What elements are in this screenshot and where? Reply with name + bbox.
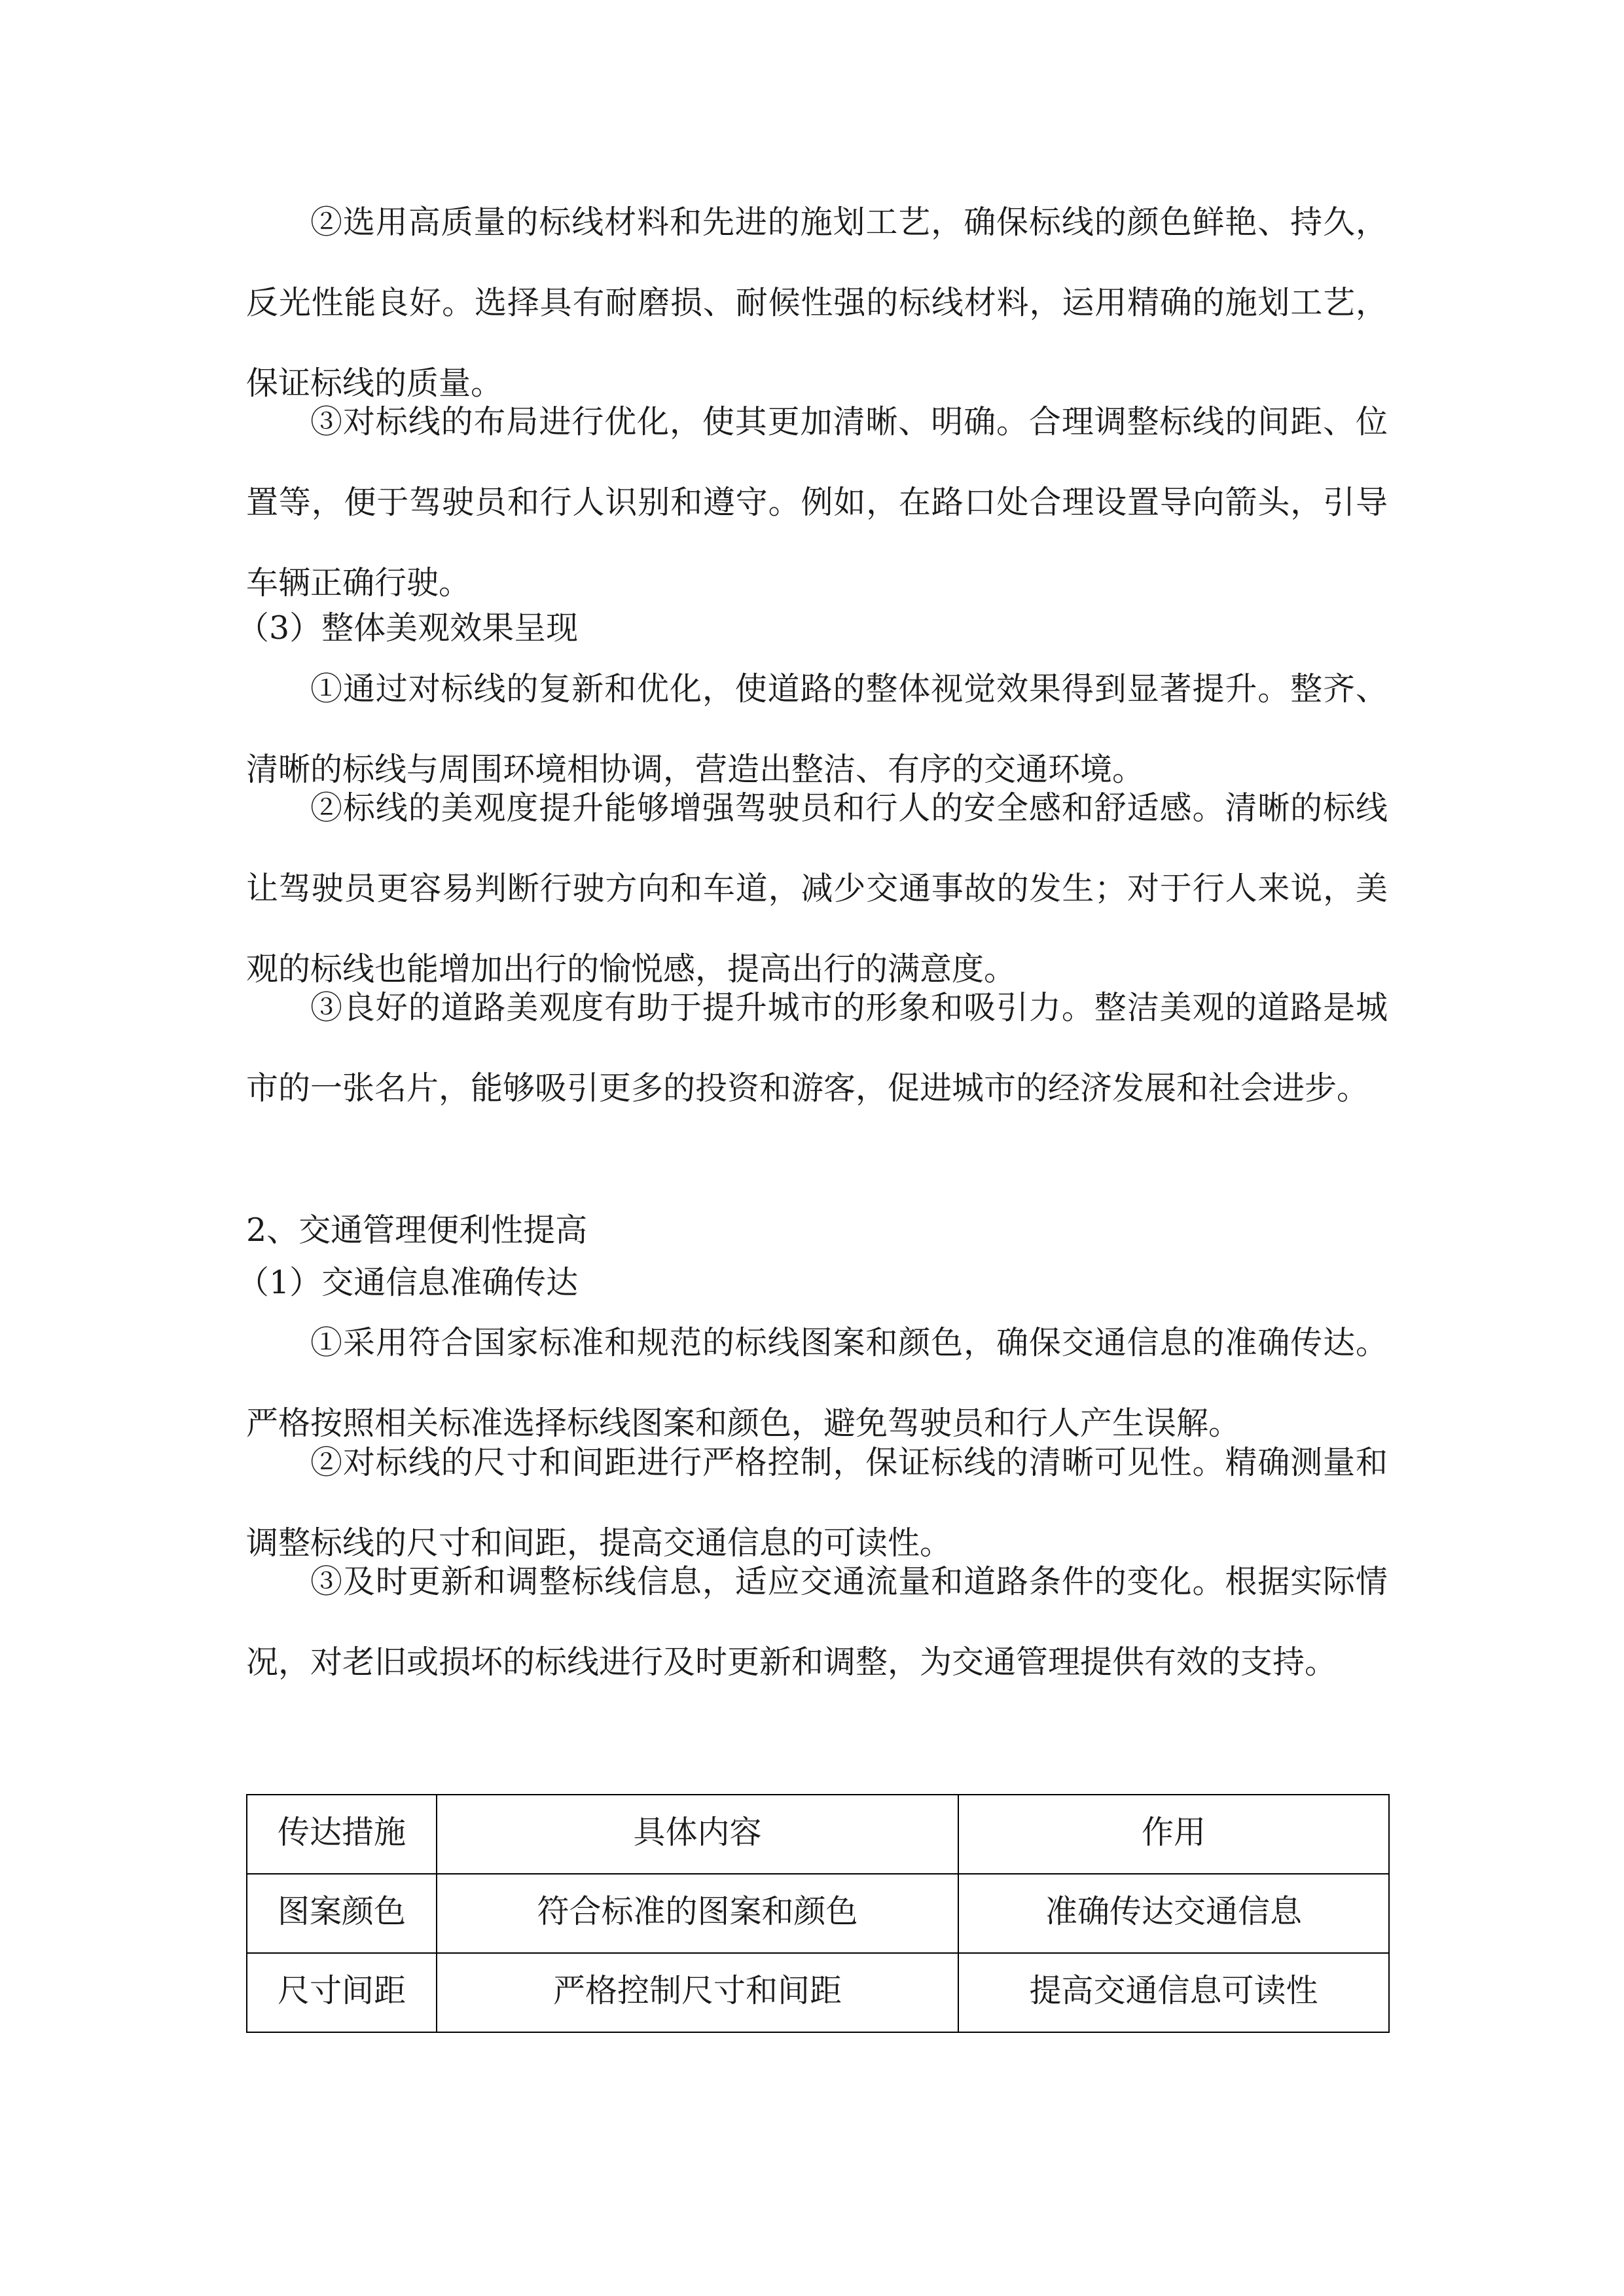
- paragraph: ②选用高质量的标线材料和先进的施划工艺，确保标线的颜色鲜艳、持久，反光性能良好。选择具有耐磨损、耐候性强的标线材料，运用精确的施划工艺，保证标线的质量。: [246, 204, 1388, 402]
- paragraph: ③对标线的布局进行优化，使其更加清晰、明确。合理调整标线的间距、位置等，便于驾驶员和行人识别和遵守。例如，在路口处合理设置导向箭头，引导车辆正确行驶。: [246, 403, 1388, 601]
- table-cell: 符合标准的图案和颜色: [437, 1874, 958, 1953]
- table-cell: 严格控制尺寸和间距: [437, 1953, 958, 2032]
- table-header-cell: 传达措施: [247, 1795, 437, 1874]
- table-header-cell: 作用: [958, 1795, 1389, 1874]
- paragraph: ②对标线的尺寸和间距进行严格控制，保证标线的清晰可见性。精确测量和调整标线的尺寸和间距，提高交通信息的可读性。: [246, 1444, 1388, 1562]
- measures-table: [246, 1794, 1390, 2033]
- section-heading: 2、交通管理便利性提高: [246, 1211, 588, 1249]
- table-cell: 尺寸间距: [247, 1953, 437, 2032]
- section-heading: （3）整体美观效果呈现: [237, 609, 579, 647]
- table-header-row: [247, 1795, 1389, 1874]
- table-row: [247, 1874, 1389, 1953]
- paragraph: ①采用符合国家标准和规范的标线图案和颜色，确保交通信息的准确传达。严格按照相关标准选择标线图案和颜色，避免驾驶员和行人产生误解。: [246, 1324, 1388, 1442]
- table-cell: 提高交通信息可读性: [958, 1953, 1389, 2032]
- table-cell: 图案颜色: [247, 1874, 437, 1953]
- paragraph: ③及时更新和调整标线信息，适应交通流量和道路条件的变化。根据实际情况，对老旧或损坏的标线进行及时更新和调整，为交通管理提供有效的支持。: [246, 1563, 1388, 1681]
- paragraph: ③良好的道路美观度有助于提升城市的形象和吸引力。整洁美观的道路是城市的一张名片，能够吸引更多的投资和游客，促进城市的经济发展和社会进步。: [246, 989, 1388, 1107]
- table-row: [247, 1953, 1389, 2032]
- paragraph: ②标线的美观度提升能够增强驾驶员和行人的安全感和舒适感。清晰的标线让驾驶员更容易判断行驶方向和车道，减少交通事故的发生；对于行人来说，美观的标线也能增加出行的愉悦感，提高出行的满意度。: [246, 789, 1388, 988]
- table-header-cell: 具体内容: [437, 1795, 958, 1874]
- table-cell: 准确传达交通信息: [958, 1874, 1389, 1953]
- paragraph: ①通过对标线的复新和优化，使道路的整体视觉效果得到显著提升。整齐、清晰的标线与周围环境相协调，营造出整洁、有序的交通环境。: [246, 670, 1388, 788]
- subsection-heading: （1）交通信息准确传达: [237, 1264, 579, 1301]
